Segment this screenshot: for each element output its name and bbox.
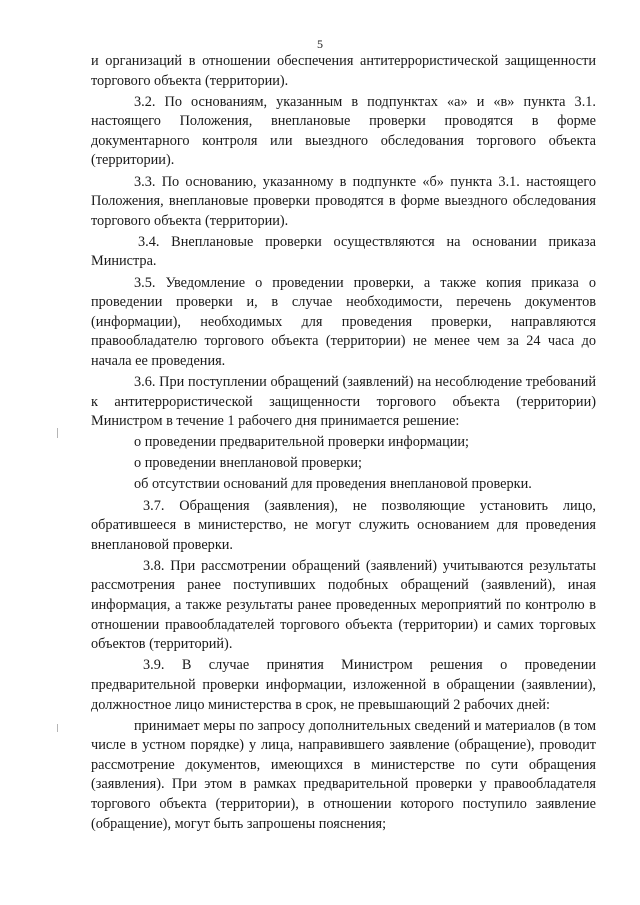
paragraph-3-7: 3.7. Обращения (заявления), не позволяющие установить лицо, обратившееся в министерство, не могут служить основанием для проведения внеплановой проверки. (91, 497, 596, 553)
paragraph-3-6: 3.6. При поступлении обращений (заявлений) на несоблюдение требований к антитеррористической защищенности торгового объекта (территории) Министром в течение 1 рабочего дня принимается решение: (91, 374, 596, 430)
paragraph-3-4: 3.4. Внеплановые проверки осуществляются на основании приказа Министра. (91, 233, 596, 270)
paragraph-continuation: и организаций в отношении обеспечения антитеррористической защищенности торгового объекта (территории). (91, 53, 596, 89)
document-body (91, 52, 596, 836)
list-item-preliminary-check: о проведении предварительной проверки информации; (134, 434, 469, 451)
paragraph-3-8: 3.8. При рассмотрении обращений (заявлений) учитываются результаты рассмотрения ранее поступивших подобных обращений (заявлений), иная информация, а также результаты ранее проведенных мероприятий по контролю в отношении правообладателей торгового объекта (территории) и самих торговых объектов (территорий). (91, 557, 596, 653)
page-number: 5 (317, 37, 323, 51)
paragraph-3-5: 3.5. Уведомление о проведении проверки, а также копия приказа о проведении проверки и, в случае необходимости, перечень документов (информации), необходимых для проведения проверки, направляются правообладателю торгового объекта (территории) не менее чем за 24 часа до начала ее проведения. (91, 274, 596, 369)
paragraph-3-2: 3.2. По основаниям, указанным в подпунктах «а» и «в» пункта 3.1. настоящего Положения, внеплановые проверки проводятся в форме документарного контроля или выездного обследования торгового объекта (территории). (91, 93, 596, 169)
paragraph-3-3: 3.3. По основанию, указанному в подпункте «б» пункта 3.1. настоящего Положения, внеплановые проверки проводятся в форме выездного обследования торгового объекта (территории). (91, 173, 596, 229)
paragraph-measures: принимает меры по запросу дополнительных сведений и материалов (в том числе в устном порядке) у лица, направившего заявление (обращение), проводит рассмотрение документов, имеющихся в министерстве по сути обращения (заявления). При этом в рамках предварительной проверки у правообладателя торгового объекта (территории), в отношении которого поступило заявление (обращение), могут быть запрошены пояснения; (91, 717, 596, 832)
list-item-no-grounds: об отсутствии оснований для проведения внеплановой проверки. (134, 476, 532, 493)
list-item-unscheduled-check: о проведении внеплановой проверки; (134, 455, 363, 472)
scan-margin-mark (57, 724, 58, 732)
paragraph-3-9: 3.9. В случае принятия Министром решения о проведении предварительной проверки информации, изложенной в обращении (заявлении), должностное лицо министерства в срок, не превышающий 2 рабочих дней: (91, 657, 596, 713)
scan-margin-mark (57, 428, 58, 438)
